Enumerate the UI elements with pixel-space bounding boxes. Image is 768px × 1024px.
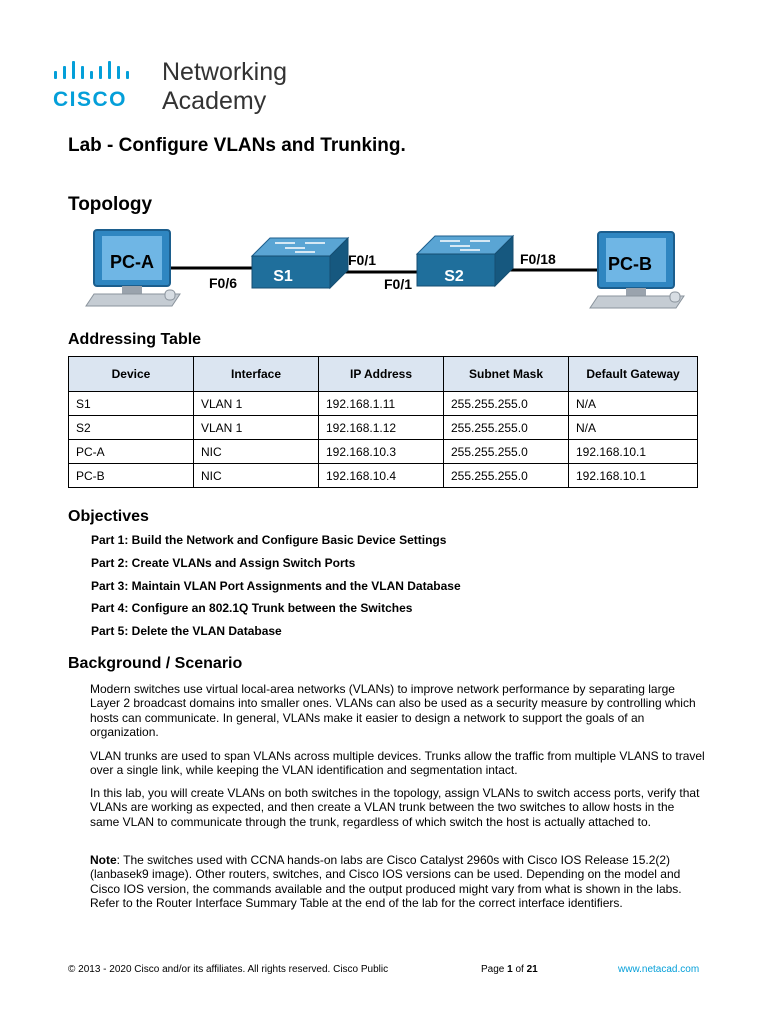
page-current: 1	[507, 964, 513, 975]
cell-interface: VLAN 1	[194, 416, 319, 440]
page-title: Lab - Configure VLANs and Trunking.	[68, 135, 406, 156]
section-addressing-table: Addressing Table	[68, 331, 202, 348]
page-prefix: Page	[481, 964, 508, 975]
pc-b-label: PC-B	[608, 254, 652, 274]
table-row	[69, 392, 698, 416]
header-subnet-mask: Subnet Mask	[444, 357, 569, 392]
cell-default-gateway: N/A	[569, 416, 698, 440]
header-interface: Interface	[194, 357, 319, 392]
cell-device: S2	[69, 416, 194, 440]
pc-a-label: PC-A	[110, 252, 154, 272]
footer-copyright: © 2013 - 2020 Cisco and/or its affiliates. All rights reserved. Cisco Public	[68, 964, 389, 975]
background-paragraph-2: VLAN trunks are used to span VLANs across multiple devices. Trunks allow the traffic from multiple VLANS to travel over a single link, while keeping the VLAN identification and segmentation intact.	[90, 749, 705, 778]
objective-part-4: Part 4: Configure an 802.1Q Trunk between the Switches	[91, 601, 413, 615]
note-text: : The switches used with CCNA hands-on labs are Cisco Catalyst 2960s with Cisco IOS Release 15.2(2) (lanbasek9 image). Other routers, switches, and Cisco IOS versions can be used. Depending on the model and Cisco IOS version, the commands available and the output produced might vary from what is shown in the labs. Refer to the Router Interface Summary Table at the end of the lab for the correct interface identifiers.	[90, 853, 682, 911]
page-of: of	[512, 964, 527, 975]
netacad-link[interactable]: www.netacad.com	[618, 964, 700, 975]
cell-interface: VLAN 1	[194, 392, 319, 416]
table-row	[69, 464, 698, 488]
cell-subnet-mask: 255.255.255.0	[444, 392, 569, 416]
cell-ip-address: 192.168.1.12	[319, 416, 444, 440]
background-note	[90, 853, 705, 911]
cell-default-gateway: 192.168.10.1	[569, 464, 698, 488]
objective-part-5: Part 5: Delete the VLAN Database	[91, 624, 282, 638]
addressing-table	[68, 356, 698, 488]
table-row	[69, 440, 698, 464]
objective-part-1: Part 1: Build the Network and Configure Basic Device Settings	[91, 533, 447, 547]
cell-subnet-mask: 255.255.255.0	[444, 440, 569, 464]
logo-academy: Academy	[162, 87, 267, 115]
cell-default-gateway: 192.168.10.1	[569, 440, 698, 464]
switch-s1-label: S1	[273, 268, 293, 285]
table-row	[69, 416, 698, 440]
cell-subnet-mask: 255.255.255.0	[444, 416, 569, 440]
cell-ip-address: 192.168.10.3	[319, 440, 444, 464]
cell-device: PC-B	[69, 464, 194, 488]
cisco-wordmark: CISCO	[53, 88, 128, 111]
cell-default-gateway: N/A	[569, 392, 698, 416]
cell-ip-address: 192.168.10.4	[319, 464, 444, 488]
section-objectives: Objectives	[68, 508, 149, 525]
footer-link-wrap	[618, 964, 699, 975]
cell-ip-address: 192.168.1.11	[319, 392, 444, 416]
cisco-networking-academy-logo	[52, 58, 312, 118]
objective-part-2: Part 2: Create VLANs and Assign Switch Ports	[91, 556, 356, 570]
cell-interface: NIC	[194, 440, 319, 464]
background-paragraph-3: In this lab, you will create VLANs on both switches in the topology, assign VLANs to switch access ports, verify that VLANs are working as expected, and then create a VLAN trunk between the two switches to allow hosts in the same VLAN to communicate through the trunk, regardless of which switch the host is actually attached to.	[90, 786, 700, 829]
header-ip-address: IP Address	[319, 357, 444, 392]
topology-diagram	[80, 228, 700, 320]
interface-f0-1-top: F0/1	[348, 252, 377, 268]
switch-s2-icon	[417, 236, 513, 286]
header-default-gateway: Default Gateway	[569, 357, 698, 392]
cell-device: S1	[69, 392, 194, 416]
note-label: Note	[90, 853, 117, 867]
interface-f0-1-bottom: F0/1	[384, 276, 413, 292]
page-total: 21	[526, 964, 538, 975]
switch-s1-icon	[252, 238, 348, 288]
cell-device: PC-A	[69, 440, 194, 464]
header-device: Device	[69, 357, 194, 392]
footer-page-number	[481, 964, 538, 975]
section-background-scenario: Background / Scenario	[68, 655, 243, 672]
cell-subnet-mask: 255.255.255.0	[444, 464, 569, 488]
table-header-row	[69, 357, 698, 392]
interface-f0-6: F0/6	[209, 275, 238, 291]
section-topology: Topology	[68, 194, 153, 215]
interface-f0-18: F0/18	[520, 251, 556, 267]
objective-part-3: Part 3: Maintain VLAN Port Assignments and the VLAN Database	[91, 579, 461, 593]
switch-s2-label: S2	[444, 268, 464, 285]
logo-networking: Networking	[162, 58, 288, 86]
cell-interface: NIC	[194, 464, 319, 488]
background-paragraph-1: Modern switches use virtual local-area networks (VLANs) to improve network performance by separating large Layer 2 broadcast domains into smaller ones. VLANs can also be used as a security measure by controlling which hosts can communicate. In general, VLANs make it easier to design a network to support the goals of an organization.	[90, 682, 696, 740]
